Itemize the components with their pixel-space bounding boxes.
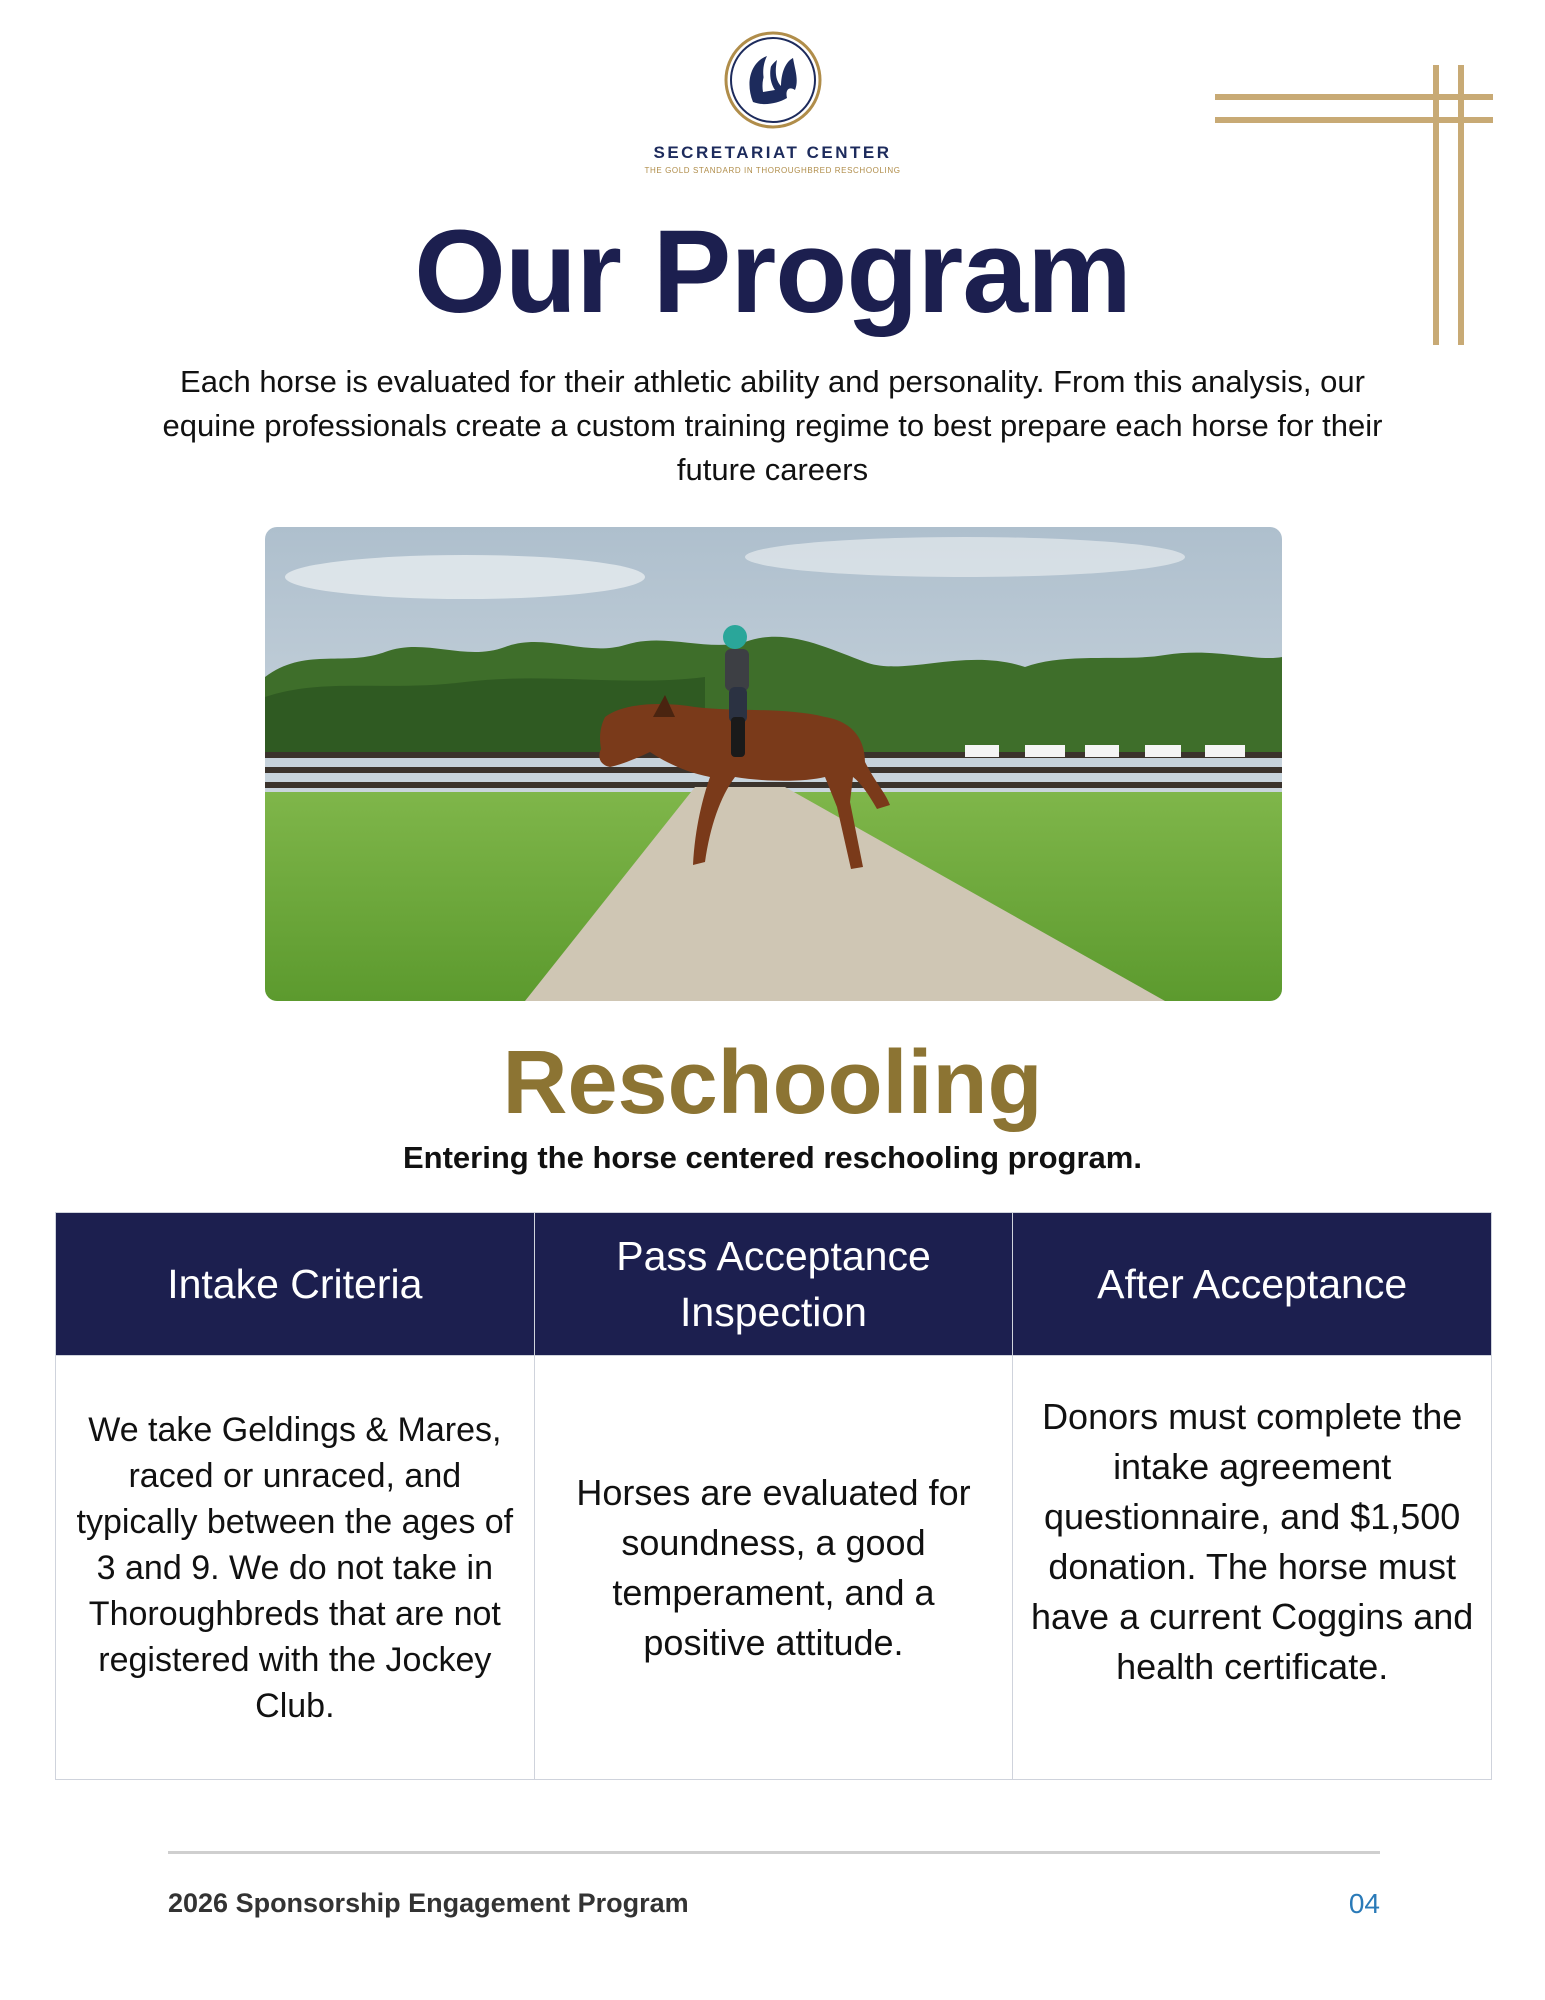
table-cell: Donors must complete the intake agreement questionnaire, and $1,500 donation. The horse must have a current Coggins and health certificate. <box>1013 1356 1492 1780</box>
table-header-cell: Intake Criteria <box>56 1213 535 1356</box>
logo-name: SECRETARIAT CENTER <box>653 143 892 162</box>
horse-head-emblem-icon <box>723 30 823 130</box>
table-cell: Horses are evaluated for soundness, a good temperament, and a positive attitude. <box>534 1356 1013 1780</box>
table-header-cell: After Acceptance <box>1013 1213 1492 1356</box>
logo-tagline: THE GOLD STANDARD IN THOROUGHBRED RESCHOOLING <box>644 166 901 175</box>
intro-paragraph: Each horse is evaluated for their athletic ability and personality. From this analysis, our equine professionals create a custom training regime to best prepare each horse for their future careers <box>162 364 1383 487</box>
table-header-row <box>56 1213 1492 1356</box>
rider-on-horse-photo-icon <box>265 527 1282 1001</box>
criteria-table <box>55 1212 1492 1780</box>
page-number: 04 <box>1348 1888 1380 1919</box>
page-title: Our Program <box>414 206 1131 338</box>
footer-divider <box>168 1851 1380 1854</box>
table-cell: We take Geldings & Mares, raced or unraced, and typically between the ages of 3 and 9. We do not take in Thoroughbreds that are not registered with the Jockey Club. <box>56 1356 535 1780</box>
logo <box>0 30 1545 175</box>
footer-program-name: 2026 Sponsorship Engagement Program <box>168 1888 689 1918</box>
table-header-cell: Pass Acceptance Inspection <box>534 1213 1013 1356</box>
section-title: Reschooling <box>502 1033 1043 1133</box>
table-row <box>56 1356 1492 1780</box>
section-subtitle: Entering the horse centered reschooling program. <box>403 1140 1142 1175</box>
